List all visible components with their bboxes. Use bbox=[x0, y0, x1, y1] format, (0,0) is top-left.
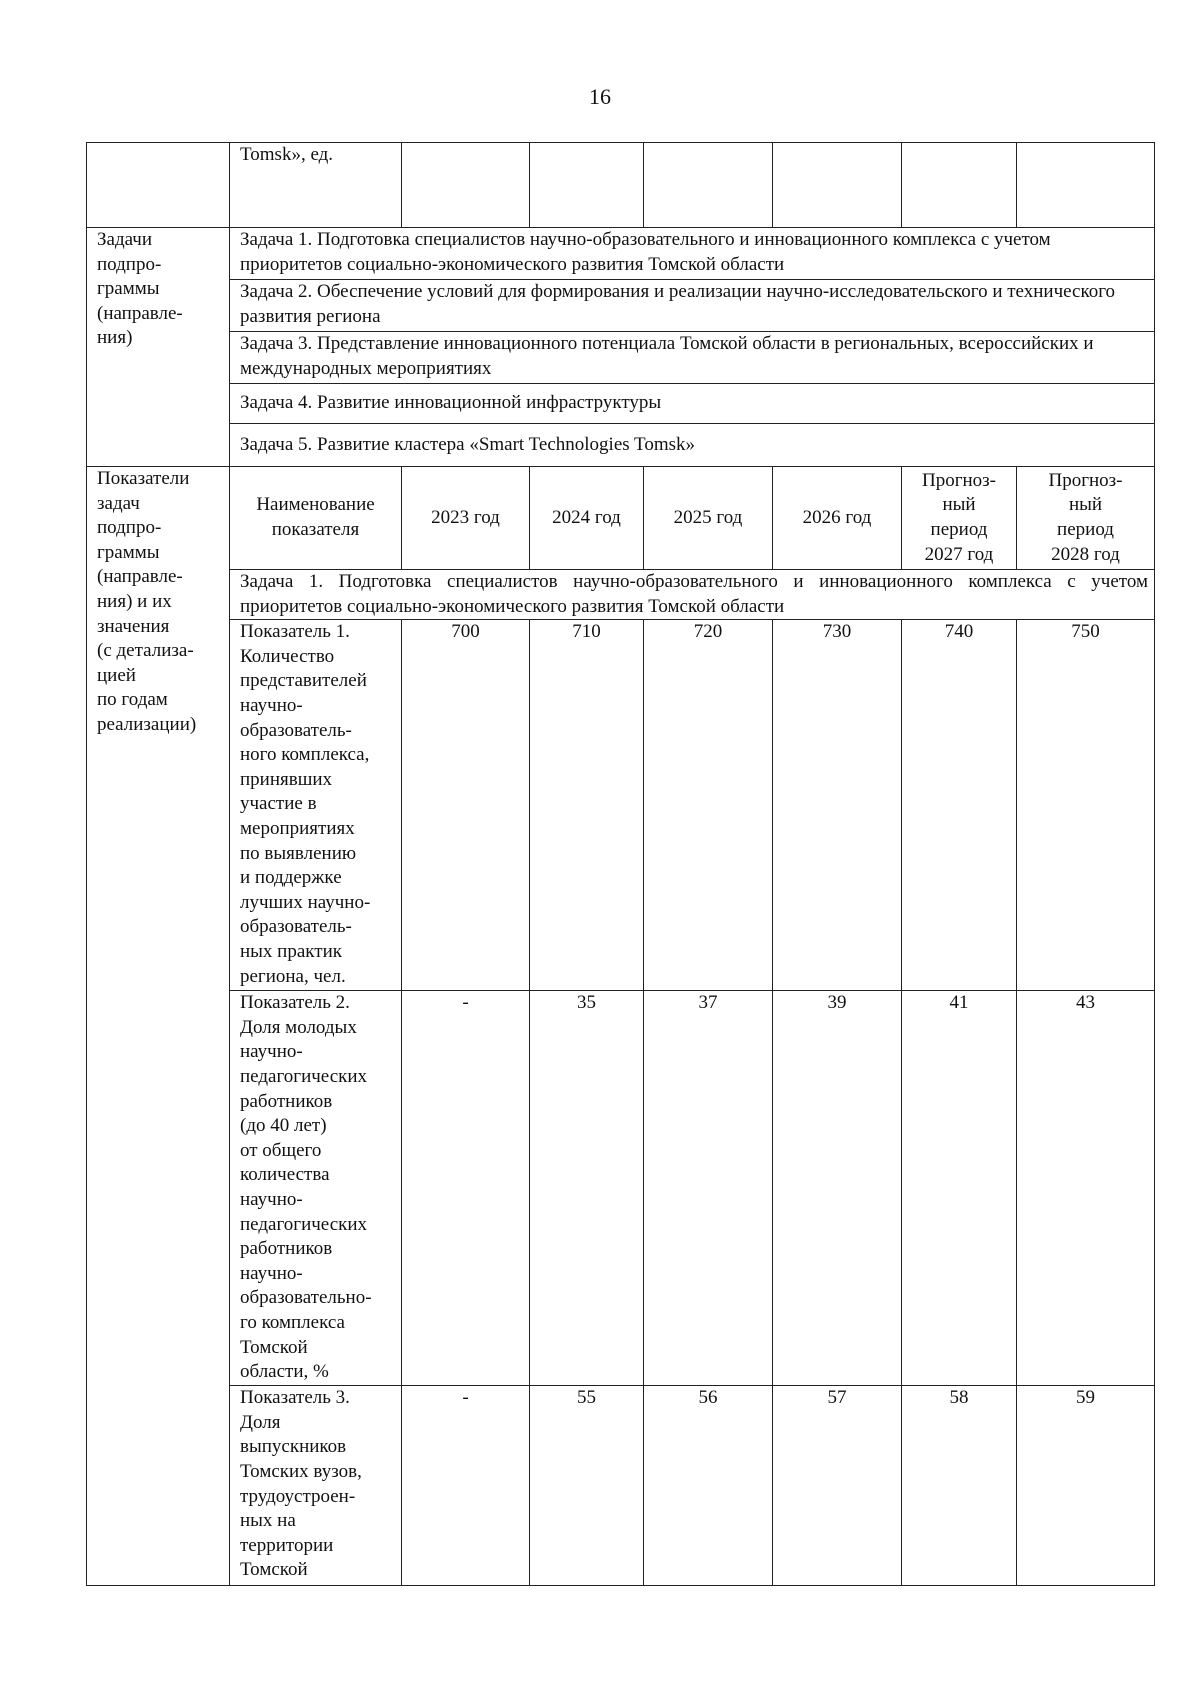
empty-cell bbox=[402, 143, 530, 228]
indicators-header-row bbox=[87, 467, 1155, 570]
task-row bbox=[87, 424, 1155, 467]
table-row bbox=[87, 1386, 1155, 1586]
value-2026: 57 bbox=[773, 1386, 902, 1586]
value-2023: 700 bbox=[402, 620, 530, 991]
task-3-text: Задача 3. Представление инновационного потенциала Томской области в региональных, всероссийских и международных мероприятиях bbox=[230, 332, 1155, 384]
value-2028: 59 bbox=[1017, 1386, 1155, 1586]
header-2025: 2025 год bbox=[644, 467, 773, 570]
empty-cell bbox=[644, 143, 773, 228]
header-indicator-name: Наименование показателя bbox=[230, 467, 402, 570]
value-2027: 740 bbox=[902, 620, 1017, 991]
empty-cell bbox=[1017, 143, 1155, 228]
task-1-title: Задача 1. Подготовка специалистов научно-образовательного и инновационного комплекса с учетом приоритетов социально-экономического развития Томской области bbox=[230, 570, 1155, 620]
task-1-text: Задача 1. Подготовка специалистов научно-образовательного и инновационного комплекса с учетом приоритетов социально-экономического развития Томской области bbox=[230, 228, 1155, 280]
value-2027: 58 bbox=[902, 1386, 1017, 1586]
empty-cell bbox=[87, 143, 230, 228]
header-2024: 2024 год bbox=[530, 467, 644, 570]
value-2025: 720 bbox=[644, 620, 773, 991]
indicator-3-name: Показатель 3. Доля выпускников Томских вузов, трудоустроен- ных на территории Томской bbox=[230, 1386, 402, 1586]
table-row bbox=[87, 620, 1155, 991]
value-2023: - bbox=[402, 1386, 530, 1586]
page-number: 16 bbox=[589, 84, 611, 109]
task-4-text: Задача 4. Развитие инновационной инфраструктуры bbox=[230, 384, 1155, 424]
value-2024: 35 bbox=[530, 991, 644, 1386]
task-2-text: Задача 2. Обеспечение условий для формирования и реализации научно-исследовательского и технического развития региона bbox=[230, 280, 1155, 332]
header-forecast-2027: Прогноз- ный период 2027 год bbox=[902, 467, 1017, 570]
value-2024: 55 bbox=[530, 1386, 644, 1586]
tasks-section-label: Задачи подпро- граммы (направле- ния) bbox=[87, 228, 230, 467]
value-2025: 56 bbox=[644, 1386, 773, 1586]
value-2025: 37 bbox=[644, 991, 773, 1386]
indicators-table bbox=[86, 142, 1155, 1586]
header-forecast-2028: Прогноз- ный период 2028 год bbox=[1017, 467, 1155, 570]
task-row bbox=[87, 228, 1155, 280]
header-2026: 2026 год bbox=[773, 467, 902, 570]
value-2028: 750 bbox=[1017, 620, 1155, 991]
task-row bbox=[87, 280, 1155, 332]
value-2023: - bbox=[402, 991, 530, 1386]
empty-cell bbox=[530, 143, 644, 228]
value-2026: 39 bbox=[773, 991, 902, 1386]
task-row bbox=[87, 384, 1155, 424]
table-row bbox=[87, 991, 1155, 1386]
task-1-title-row bbox=[87, 570, 1155, 620]
header-2023: 2023 год bbox=[402, 467, 530, 570]
empty-cell bbox=[773, 143, 902, 228]
indicator-1-name: Показатель 1. Количество представителей научно- образователь- ного комплекса, принявших участие в мероприятиях по выявлению и поддержке лучших научно- образователь- ных практик региона, чел. bbox=[230, 620, 402, 991]
continuation-row bbox=[87, 143, 1155, 228]
indicators-section-label: Показатели задач подпро- граммы (направле- ния) и их значения (с детализа- цией по годам реализации) bbox=[87, 467, 230, 1586]
task-row bbox=[87, 332, 1155, 384]
value-2026: 730 bbox=[773, 620, 902, 991]
task-5-text: Задача 5. Развитие кластера «Smart Technologies Tomsk» bbox=[230, 424, 1155, 467]
value-2024: 710 bbox=[530, 620, 644, 991]
value-2027: 41 bbox=[902, 991, 1017, 1386]
indicator-name-tail: Tomsk», ед. bbox=[230, 143, 402, 228]
value-2028: 43 bbox=[1017, 991, 1155, 1386]
empty-cell bbox=[902, 143, 1017, 228]
indicator-2-name: Показатель 2. Доля молодых научно- педагогических работников (до 40 лет) от общего количества научно- педагогических работников научно- образовательно- го комплекса Томской области, % bbox=[230, 991, 402, 1386]
